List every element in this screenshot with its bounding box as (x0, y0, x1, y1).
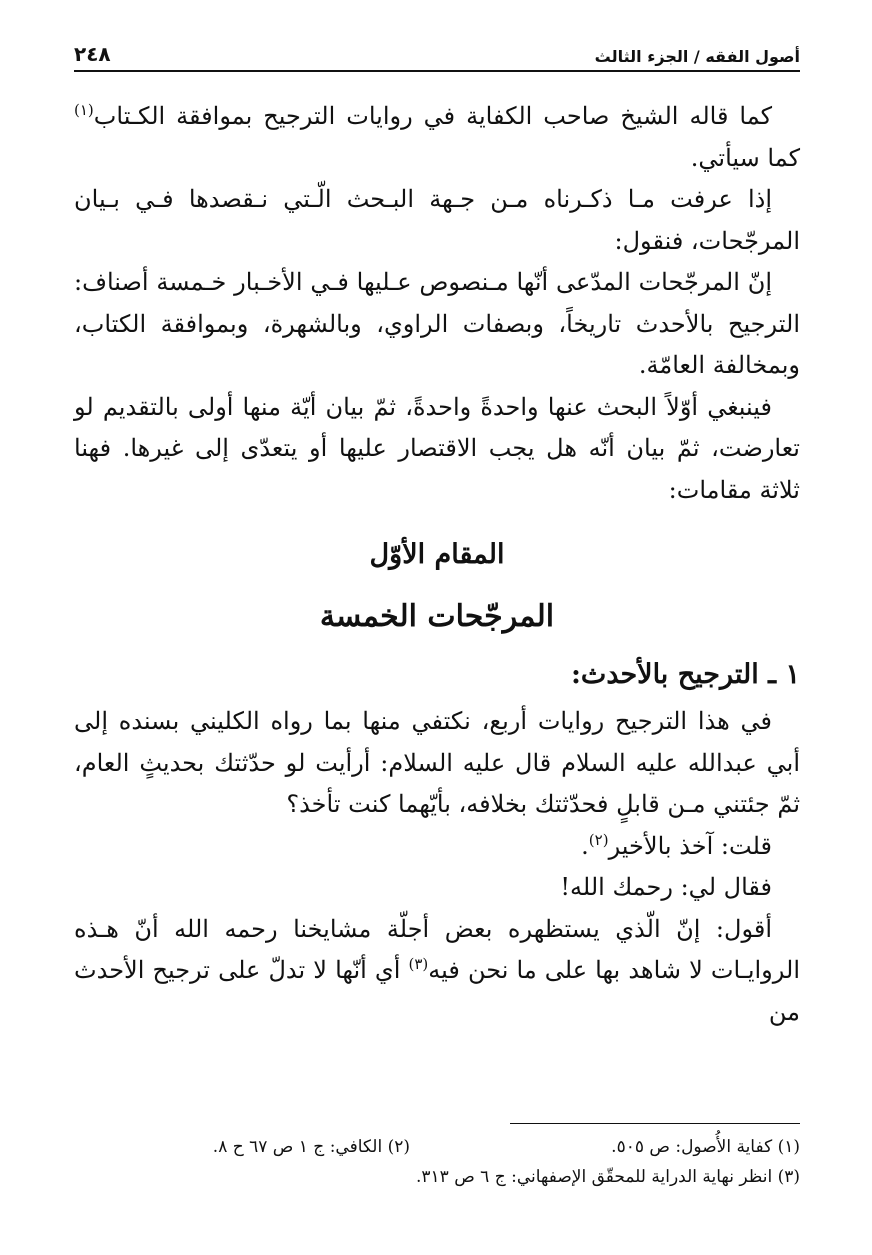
paragraph-6-text: قلت: آخذ بالأخير (608, 831, 772, 860)
paragraph-3: إنّ المرجّحات المدّعى أنّها مـنصوص عـليها فـي الأخـبار خـمسة أصناف: الترجيح بالأحدث تاريخاً، وبصفات الراوي، وبالشهرة، وبموافقة الكتاب، وبمخالفة العامّة. (74, 268, 800, 379)
paragraph-8-text: أقول: إنّ الّذي يستظهره بعض أجلّة مشايخنا رحمه الله أنّ هـذه الروايـات لا شاهد بها على ما نحن فيه (74, 914, 800, 984)
page-number: ٢٤٨ (74, 42, 111, 66)
heading-title: المرجّحات الخمسة (319, 599, 555, 634)
paragraph-4: فينبغي أوّلاً البحث عنها واحدةً واحدةً، ثمّ بيان أيّة منها أولى بالتقديم لو تعارضت، ثمّ بيان أنّه هل يجب الاقتصار عليها أو يتعدّى إلى غيرها. فهنا ثلاثة مقامات: (74, 392, 800, 504)
section-heading-1: ١ ـ الترجيح بالأحدث: (570, 659, 800, 690)
paragraph-8 (74, 909, 800, 1034)
page-body (74, 96, 800, 1033)
footnote-ref-3: (٣) (408, 955, 429, 973)
footnote-3: (٣) انظر نهاية الدراية للمحقّق الإصفهاني: ج ٦ ص ٣١٣. (415, 1167, 800, 1187)
paragraph-1 (74, 96, 800, 179)
paragraph-7: فقال لي: رحمك الله! (560, 873, 772, 901)
footnote-divider (510, 1123, 800, 1124)
footnote-row-1 (74, 1132, 800, 1162)
paragraph-1-text: كما قاله الشيخ صاحب الكفاية في روايات الترجيح بموافقة الكـتاب (93, 102, 772, 130)
paragraph-2: إذا عرفت مـا ذكـرناه مـن جـهة البـحث الّـتي نـقصدها فـي بـيان المرجّحات، فنقول: (74, 185, 800, 255)
running-title: أصول الفقه / الجزء الثالث (594, 47, 800, 66)
footnote-1: (١) كفاية الأُصول: ص ٥٠٥. (611, 1137, 800, 1157)
paragraph-6 (74, 826, 800, 868)
footnote-ref-1: (١) (74, 101, 94, 119)
paragraph-5: في هذا الترجيح روايات أربع، نكتفي منها بما رواه الكليني بسنده إلى أبي عبدالله عليه السلام قال عليه السلام: أرأيت لو حدّثتك بحديثٍ العام، ثمّ جئتني مـن قابلٍ فحدّثتك بخلافه، بأيّهما كنت تأخذ؟ (74, 707, 800, 818)
paragraph-6-tail: . (581, 831, 589, 860)
footnotes (74, 1132, 800, 1192)
footnote-2: (٢) الكافي: ج ١ ص ٦٧ ح ٨. (212, 1137, 410, 1157)
footnote-ref-2: (٢) (588, 830, 609, 849)
footnote-row-2 (74, 1162, 800, 1192)
page-header (74, 38, 800, 72)
paragraph-1-tail: كما سيأتي. (690, 143, 800, 172)
heading-maqam: المقام الأوّل (369, 539, 505, 570)
paragraph-8-tail: أي أنّها لا تدلّ على ترجيح الأحدث من (74, 956, 800, 1026)
